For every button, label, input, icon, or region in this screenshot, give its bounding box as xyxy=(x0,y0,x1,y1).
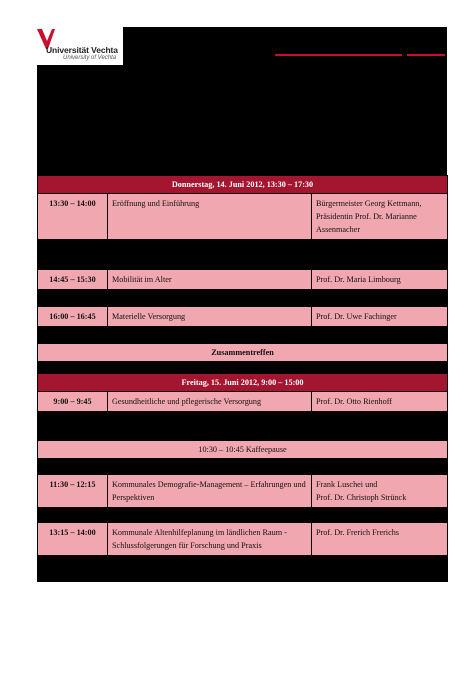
day-header-label: Donnerstag, 14. Juni 2012, 13:30 – 17:30 xyxy=(38,176,448,194)
speaker-line: Prof. Dr. Christoph Strünck xyxy=(316,493,407,502)
document-page xyxy=(37,27,447,582)
header-rule-right xyxy=(407,54,445,56)
day-header-label: Freitag, 15. Juni 2012, 9:00 – 15:00 xyxy=(38,374,448,392)
university-logo xyxy=(37,27,123,65)
session-speaker: Prof. Dr. Maria Limbourg xyxy=(312,270,448,290)
table-row xyxy=(38,523,448,556)
session-speaker xyxy=(312,475,448,508)
table-row-blank xyxy=(38,556,448,582)
day-header xyxy=(38,374,448,392)
header-rule-left xyxy=(275,54,402,56)
table-row xyxy=(38,194,448,240)
closing-label: Zusammentreffen xyxy=(38,344,448,362)
session-title: Kommunale Altenhilfeplanung im ländlichen Raum - Schlussfolgerungen für Forschung und Praxis xyxy=(108,523,312,556)
session-title: Gesundheitliche und pflegerische Versorgung xyxy=(108,392,312,412)
session-title: Eröffnung und Einführung xyxy=(108,194,312,240)
table-row xyxy=(38,392,448,412)
session-time: 13:15 – 14:00 xyxy=(38,523,108,556)
header-banner xyxy=(37,27,447,175)
break-label: 10:30 – 10:45 Kaffeepause xyxy=(38,441,448,459)
speaker-line: Frank Luschei und xyxy=(316,480,378,489)
session-time: 11:30 – 12:15 xyxy=(38,475,108,508)
session-speaker: Prof. Dr. Otto Rienhoff xyxy=(312,392,448,412)
table-row-blank xyxy=(38,508,448,523)
session-time: 14:45 – 15:30 xyxy=(38,270,108,290)
table-row-blank xyxy=(38,362,448,374)
session-title: Mobilität im Alter xyxy=(108,270,312,290)
session-speaker: Bürgermeister Georg Kettmann, Präsidentin Prof. Dr. Marianne Assenmacher xyxy=(312,194,448,240)
session-time: 16:00 – 16:45 xyxy=(38,307,108,327)
session-time: 13:30 – 14:00 xyxy=(38,194,108,240)
session-speaker: Prof. Dr. Uwe Fachinger xyxy=(312,307,448,327)
break-row xyxy=(38,441,448,459)
table-row-blank xyxy=(38,327,448,344)
table-row xyxy=(38,307,448,327)
logo-name: Universität Vechta xyxy=(46,45,118,55)
closing-row xyxy=(38,344,448,362)
table-row xyxy=(38,270,448,290)
session-speaker: Prof. Dr. Frerich Frerichs xyxy=(312,523,448,556)
session-time: 9:00 – 9:45 xyxy=(38,392,108,412)
logo-subtitle: University of Vechta xyxy=(63,55,117,61)
day-header xyxy=(38,176,448,194)
session-title: Materielle Versorgung xyxy=(108,307,312,327)
table-row xyxy=(38,475,448,508)
table-row-blank xyxy=(38,290,448,307)
table-row-blank xyxy=(38,412,448,441)
session-title: Kommunales Demografie-Management – Erfahrungen und Perspektiven xyxy=(108,475,312,508)
table-row-blank xyxy=(38,459,448,475)
table-row-blank xyxy=(38,240,448,270)
schedule-table xyxy=(37,175,448,582)
